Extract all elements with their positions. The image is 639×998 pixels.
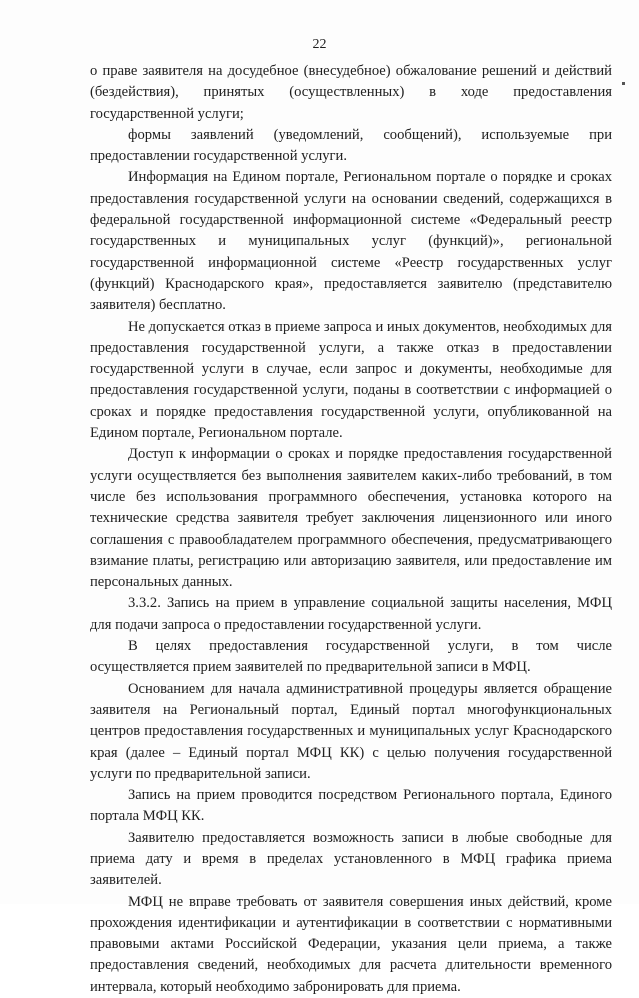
paragraph: 3.3.2. Запись на прием в управление социальной защиты населения, МФЦ для подачи запроса о предоставлении государственной услуги. bbox=[90, 595, 612, 633]
paragraph: Основанием для начала административной процедуры является обращение заявителя на Региональный портал, Единый портал многофункциональных центров предоставления государственных и муниципальных услуг Краснодарского края (далее – Единый портал МФЦ КК) с целью получения государственной услуги по предварительной записи. bbox=[90, 680, 612, 782]
paragraph: Не допускается отказ в приеме запроса и иных документов, необходимых для предоставления государственной услуги, а также отказ в предоставлении государственной услуги в случае, если запрос и документы, необходимые для предоставления государственной услуги, поданы в соответствии с информацией о сроках и порядке предоставления государственной услуги, опубликованной на Едином портале, Региональном портале. bbox=[90, 318, 612, 442]
paragraph: Доступ к информации о сроках и порядке предоставления государственной услуги осуществляется без выполнения заявителем каких-либо требований, в том числе без использования программного обеспечения, установка которого на технические средства заявителя требует заключения лицензионного или иного соглашения с правообладателем программного обеспечения, предусматривающего взимание платы, регистрацию или авторизацию заявителя, или предоставление им персональных данных. bbox=[90, 446, 612, 591]
paragraph: о праве заявителя на досудебное (внесудебное) обжалование решений и действий (бездействия), принятых (осуществленных) в ходе предоставления государственной услуги; bbox=[90, 63, 612, 122]
paragraph: Заявителю предоставляется возможность записи в любые свободные для приема дату и время в пределах установленного в МФЦ графика приема заявителей. bbox=[90, 829, 612, 889]
paragraph: В целях предоставления государственной услуги, в том числе осуществляется прием заявителей по предварительной записи в МФЦ. bbox=[90, 638, 612, 676]
scan-mark bbox=[622, 82, 625, 85]
paragraph: Запись на прием проводится посредством Регионального портала, Единого портала МФЦ КК. bbox=[90, 787, 612, 825]
document-body bbox=[90, 61, 612, 998]
paragraph: Информация на Едином портале, Региональном портале о порядке и сроках предоставления государственной услуги на основании сведений, содержащихся в федеральной государственной информационной системе «Федеральный реестр государственных и муниципальных услуг (функций)», региональной государственной информационной системе «Реестр государственных услуг (функций) Краснодарского края», предоставляется заявителю (представителю заявителя) бесплатно. bbox=[90, 169, 612, 314]
page-number: 22 bbox=[312, 37, 327, 52]
paragraph: формы заявлений (уведомлений, сообщений), используемые при предоставлении государственной услуги. bbox=[90, 126, 612, 165]
paragraph: МФЦ не вправе требовать от заявителя совершения иных действий, кроме прохождения идентификации и аутентификации в соответствии с нормативными правовыми актами Российской Федерации, указания цели приема, а также предоставления сведений, необходимых для расчета длительности временного интервала, который необходимо забронировать для приема. bbox=[90, 893, 612, 995]
